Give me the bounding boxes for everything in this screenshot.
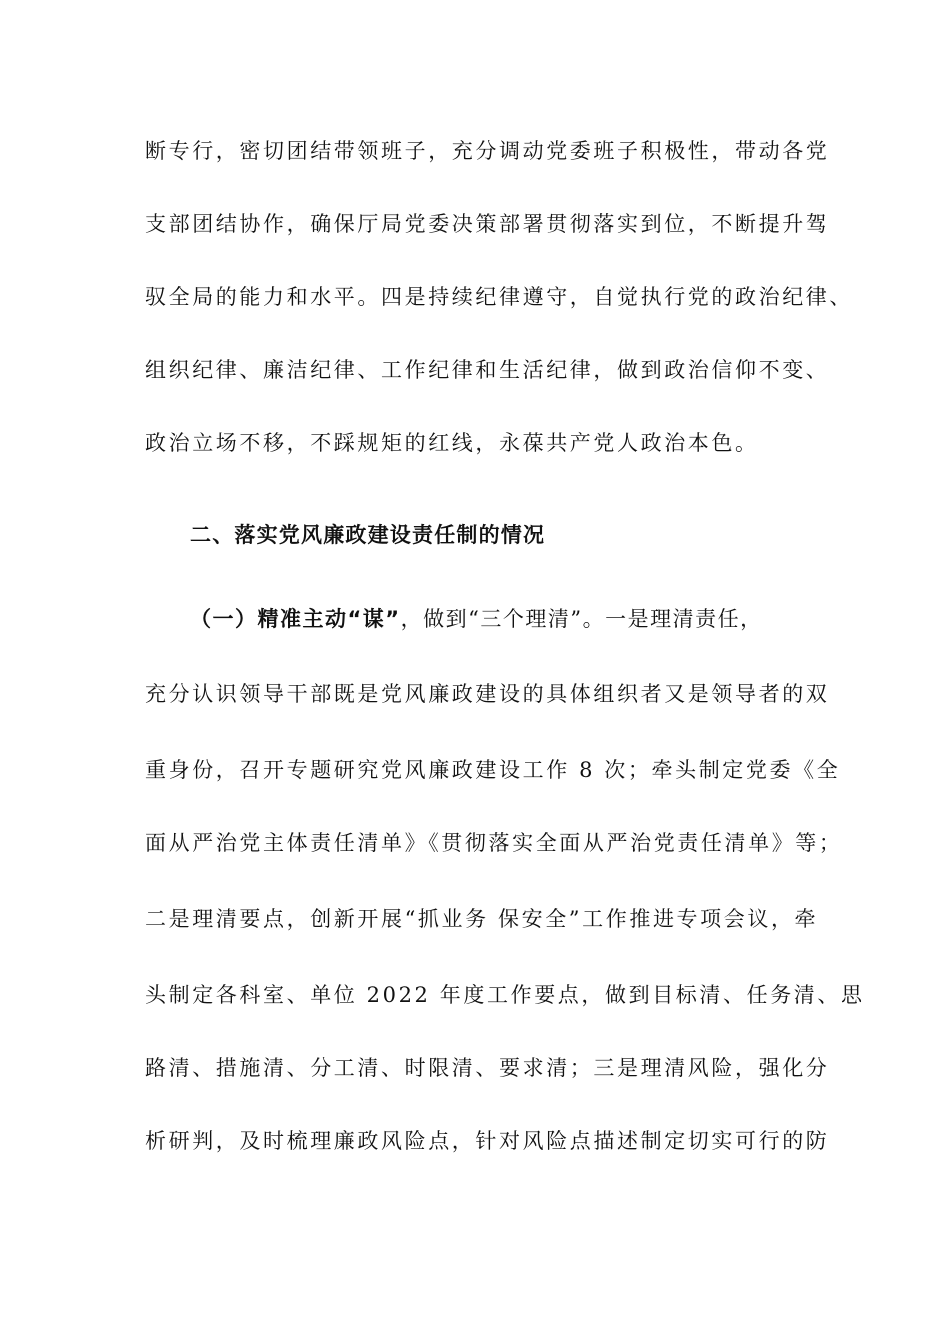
body-line-1: 断专行，密切团结带领班子，充分调动党委班子积极性，带动各党 <box>145 139 830 163</box>
body-line-2: 支部团结协作，确保厅局党委决策部署贯彻落实到位，不断提升驾 <box>145 212 830 236</box>
subsection-rest: ，做到“三个理清”。一是理清责任， <box>400 607 763 631</box>
body-line-10: 头制定各科室、单位 2022 年度工作要点，做到目标清、任务清、思 <box>145 983 865 1007</box>
body-line-3: 驭全局的能力和水平。四是持续纪律遵守，自觉执行党的政治纪律、 <box>145 285 853 309</box>
subsection-bold-lead: （一）精准主动“谋” <box>190 607 401 631</box>
section-heading: 二、落实党风廉政建设责任制的情况 <box>190 523 546 547</box>
body-line-8: 面从严治党主体责任清单》《贯彻落实全面从严治党责任清单》等； <box>145 831 843 855</box>
body-line-5: 政治立场不移，不踩规矩的红线，永葆共产党人政治本色。 <box>145 431 759 455</box>
body-line-12: 析研判，及时梳理廉政风险点，针对风险点描述制定切实可行的防 <box>145 1129 830 1153</box>
body-line-6: 充分认识领导干部既是党风廉政建设的具体组织者又是领导者的双 <box>145 682 830 706</box>
body-line-7: 重身份，召开专题研究党风廉政建设工作 8 次；牵头制定党委《全 <box>145 758 841 782</box>
subsection-first-line <box>190 605 763 633</box>
body-line-11: 路清、措施清、分工清、时限清、要求清；三是理清风险，强化分 <box>145 1056 830 1080</box>
body-line-9: 二是理清要点，创新开展“抓业务 保安全”工作推进专项会议，牵 <box>145 907 819 931</box>
body-line-4: 组织纪律、廉洁纪律、工作纪律和生活纪律，做到政治信仰不变、 <box>145 358 830 382</box>
